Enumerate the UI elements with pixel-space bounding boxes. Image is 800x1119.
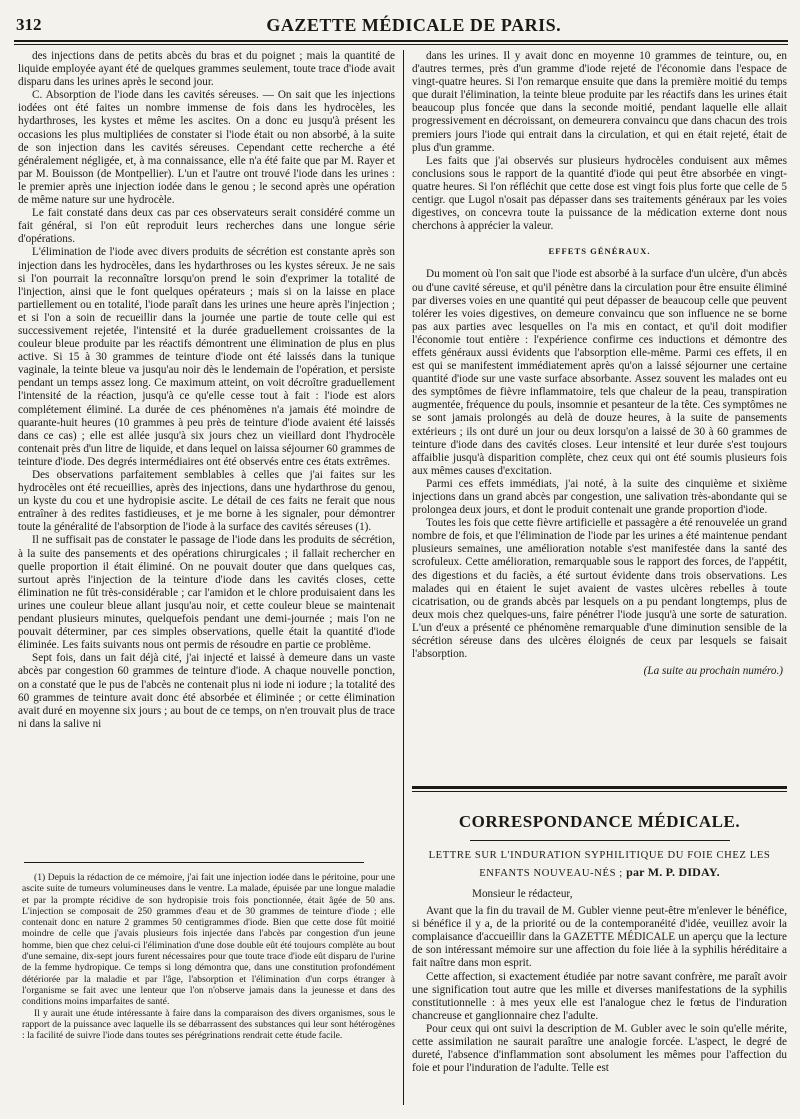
header-rule-thin	[14, 44, 788, 45]
footnote-paragraph: Il y aurait une étude intéressante à faire dans la comparaison des divers organismes, sous le rapport de la puissance avec laquelle ils se débarrassent des substances qui leur sont hétérogènes : la facilité de suivre l'iode dans toutes ses pérégrinations rendrait cette étude facile.	[22, 1007, 395, 1042]
heading-rule	[470, 840, 730, 841]
paragraph: Avant que la fin du travail de M. Gubler vienne peut-être m'enlever le bénéfice, si bénéfice il y a, de la priorité ou de la contemporanéité d'idée, veuillez avoir la complaisance d'accueillir dans la GAZETTE MÉDICALE un aperçu que la lecture de son intéressant mémoire sur une affection du foie liée à la syphilis héréditaire a fait naître dans mon esprit.	[412, 905, 787, 970]
paragraph: Du moment où l'on sait que l'iode est absorbé à la surface d'un ulcère, d'un abcès ou d'une cavité séreuse, et qu'il pénètre dans la circulation pour être ensuite éliminé par diverses voies en une quantité qui peut dépasser de beaucoup celle que peuvent tolérer les voies digestives, on demeure convaincu que son influence ne se borne pas aux parties avec lesquelles on l'a mis en contact, et qu'il doit modifier l'économie tout entière : l'expérience confirme ces inductions et démontre des effets généraux aussi évidents que l'absorption elle-même. Parmi ces effets, il en est qui se manifestent immédiatement après qu'on a laissé séjourner une certaine quantité d'iode sur une vaste surface absorbante. Assez souvent les malades ont eu des symptômes de fièvre inflammatoire, tels que chaleur de la peau, transpiration augmentée, fréquence du pouls, insomnie et pesanteur de la tête. Ces symptômes ne se sont jamais prolongés au delà de douze heures, à la suite de pansements extérieurs ; ils ont duré un jour ou deux lorsqu'on a laissé de 30 à 60 grammes de teinture d'iode dans des cavités closes. Leur intensité et leur durée s'est toujours affaiblie jusqu'à disparition complète, chez ceux qui ont été soumis plusieurs fois aux mêmes causes d'excitation.	[412, 268, 787, 477]
paragraph: C. Absorption de l'iode dans les cavités séreuses. — On sait que les injections iodées ont été faites un nombre immense de fois dans les hydrocèles, les hydarthroses, les kystes et même les ascites. On a donc eu jusqu'à présent les occasions les plus multipliées de constater si l'iode était ou non absorbé, à la suite de son injection dans les cavités séreuses. Cependant cette recherche a été généralement négligée, et, à ma connaissance, elle n'a été faite que par M. Rayer et par M. Bouisson (de Montpellier). L'un et l'autre ont trouvé l'iode dans les urines : le premier après une injection iodée dans le genou ; le second après une opération de même nature sur une hydrocèle.	[18, 89, 395, 207]
journal-title: GAZETTE MÉDICALE DE PARIS.	[266, 14, 562, 35]
paragraph: dans les urines. Il y avait donc en moyenne 10 grammes de teinture, ou, en d'autres termes, près d'un gramme d'iode rejeté de l'économie dans l'espace de vingt-quatre heures. Si l'on remarque ensuite que dans la première moitié du temps que durait l'élimination, la teinte bleue produite par les réactifs dans les urines était beaucoup plus foncée que dans la seconde moitié, pendant laquelle elle allait progressivement en décroissant, on demeurera convaincu que dans chacun des trois premiers jours l'iode qui entrait dans la circulation, et qui en était rejeté, était de plus d'un gramme.	[412, 50, 787, 154]
paragraph: des injections dans de petits abcès du bras et du poignet ; mais la quantité de liquide employée ayant été de quelques grammes seulement, toute trace d'iode avait disparu dans les urines après le second jour.	[18, 50, 395, 89]
paragraph: Il ne suffisait pas de constater le passage de l'iode dans les produits de sécrétion, à la suite des pansements et des opérations chirurgicales ; il fallait rechercher en quelle proportion il était éliminé. On ne pouvait douter que dans quelques cas, surtout après l'injection de la teinture d'iode dans les cavités closes, cette élimination ne fût très-considérable ; car l'amidon et le chlore produisaient dans les urines une couleur bleue allant jusqu'au noir, et cette couleur bleue se maintenait pendant plusieurs minutes, quelquefois pendant une demi-journée ; mais l'on ne pouvait déterminer, par ces simples observations, quelle était la quantité d'iode éliminée. Les faits suivants nous ont permis de résoudre en partie ce problème.	[18, 534, 395, 652]
paragraph: Des observations parfaitement semblables à celles que j'ai faites sur les hydrocèles ont été recueillies, après des injections, dans une hydarthrose du genou, un kyste du cou et une hydropisie ascite. Le détail de ces faits ne ferait que nous entraîner à des redites fastidieuses, et je me borne à les signaler, pour démontrer toute la généralité de l'absorption de l'iode à la surface des cavités séreuses (1).	[18, 469, 395, 534]
footnote-paragraph: (1) Depuis la rédaction de ce mémoire, j'ai fait une injection iodée dans le péritoine, pour une ascite suite de tumeurs volumineuses dans le ventre. La malade, épuisée par une longue maladie et par la prompte récidive de son hydropisie trois fois ponctionnée, était âgée de 50 ans. L'injection se composait de 250 grammes d'eau et de 30 grammes de teinture d'iode ; elle contenait donc en nature 2 grammes 50 centigrammes d'iode. Bien que cette dose fût moitié moindre de celle que j'avais plusieurs fois injectée dans l'abcès par congestion d'un jeune homme, bien que chez celui-ci l'élimination d'une dose double eût été toujours complète au bout d'une semaine, dix-sept jours furent nécessaires pour que toute trace d'iode eût disparu de l'urine de la femme hydropique. Ce temps si long démontra que, dans une constitution profondément détériorée par la maladie et par l'âge, l'absorption et l'élimination d'un corps étranger à l'organisme se fait avec une lenteur que l'on n'observe jamais dans la jeunesse et dans des conditions moins imparfaites de santé.	[22, 872, 395, 1008]
continuation-note: (La suite au prochain numéro.)	[643, 665, 783, 678]
letter-author: par M. P. DIDAY.	[626, 865, 720, 879]
letter-title: LETTRE SUR L'INDURATION SYPHILITIQUE DU FOIE CHEZ LES ENFANTS NOUVEAU-NÉS ;	[428, 850, 771, 879]
left-column	[18, 50, 395, 856]
paragraph: Sept fois, dans un fait déjà cité, j'ai injecté et laissé à demeure dans un vaste abcès par congestion 60 grammes de teinture d'iode. A chaque nouvelle ponction, on a constaté que le pus de l'abcès ne contenait plus ni iode ni iodure ; la totalité des 60 grammes de teinture avait donc été absorbée et éliminée ; or cette élimination avait duré en moyenne six jours ; au bout de ce temps, on n'en trouvait plus de trace ni dans la salive ni	[18, 652, 395, 730]
page-header	[16, 10, 786, 40]
right-column	[412, 50, 787, 770]
salutation: Monsieur le rédacteur,	[472, 888, 573, 900]
paragraph: Le fait constaté dans deux cas par ces observateurs serait considéré comme un fait général, si l'on eût reproduit leurs recherches dans une longue série d'opérations.	[18, 207, 395, 246]
column-divider	[403, 50, 404, 1105]
paragraph: L'élimination de l'iode avec divers produits de sécrétion est constante après son injection dans les hydrocèles, dans les hydarthroses ou les kystes séreux. Je ne sais si l'on pourrait la reconnaître lorsqu'on prend le soin d'exprimer la totalité de l'injection, ainsi que le font quelques opérateurs ; mais si on la laisse en place partiellement ou en totalité, l'iode paraît dans les urines une heure après l'injection ; et si l'on a soin de recueillir dans la journée une partie de toute celle qui est successivement rejetée, l'intensité et la durée graduellement croissantes de la couleur bleue produite par les réactifs démontrent une élimination de plus en plus active. Si 15 à 30 grammes de teinture d'iode ont été laissés dans la tunique vaginale, la teinte bleue va jusqu'au noir dès le lendemain de l'opération, et persiste pendant un temps assez long. Ce maximum atteint, on voit décroître graduellement l'intensité de la réaction, jusqu'à ce qu'elle cesse tout à fait : l'iode est alors complétement éliminé. La durée de ces phénomènes n'a jamais été moindre de quarante-huit heures (10 grammes à peu près de teinture d'iode avaient été laissés dans ce cas) ; elle est allée jusqu'à six jours chez un vieillard dont l'hydrocèle contenait près d'un litre de liquide, et dans lequel on laissa séjourner 60 grammes de teinture d'iode. Des degrés intermédiaires ont été observés entre ces états extrêmes.	[18, 246, 395, 468]
section-heading: EFFETS GÉNÉRAUX.	[548, 246, 651, 257]
paragraph: Cette affection, si exactement étudiée par notre savant confrère, me paraît avoir une signification tout autre que les mille et diverses manifestations de la syphilis constitutionnelle : à mes yeux elle est l'analogue chez le fœtus de l'induration chancreuse et ganglionnaire chez l'adulte.	[412, 970, 787, 1022]
paragraph: Pour ceux qui ont suivi la description de M. Gubler avec le soin qu'elle mérite, cette assimilation ne saurait paraître une analogie forcée. L'aspect, le degré de dureté, l'absence d'inflammation sont absolument les mêmes pour l'affection du foie et pour l'induration de l'adulte. Telle est	[412, 1022, 787, 1075]
correspondance-heading: CORRESPONDANCE MÉDICALE.	[458, 812, 741, 831]
section-separator-thin	[412, 791, 787, 792]
letter-title-block	[412, 848, 787, 882]
footnote-rule	[24, 862, 364, 863]
paragraph: Toutes les fois que cette fièvre artificielle et passagère a été renouvelée un grand nombre de fois, et que l'élimination de l'iode par les urines a été maintenue pendant plusieurs semaines, une amélioration notable s'est manifestée dans la santé des scrofuleux. Cette amélioration, remarquable sous le rapport des forces, de l'appétit, des digestions et du faciès, a été surtout évidente dans trois observations. Les malades qui en étaient le sujet avaient de vastes ulcères rebelles à toute cicatrisation, ou de grands abcès par lesquels on a pu pendant longtemps, plus de deux mois chez quelques-uns, faire pénétrer l'iode jusqu'à une sorte de saturation. L'un d'eux a présenté ce phénomène remarquable d'une diminution sensible de la sécrétion séreuse dans des ulcères éloignés de ceux par lesquels se faisait l'absorption.	[412, 517, 787, 661]
paragraph: Les faits que j'ai observés sur plusieurs hydrocèles conduisent aux mêmes conclusions sous le rapport de la quantité d'iode qui peut être absorbée en vingt-quatre heures. Si l'on réfléchit que cette dose est vingt fois plus forte que celle de 5 centigr. que Lugol n'osait pas dépasser dans ses traitements généraux par les voies digestives, on concevra toute la puissance de la médication externe dont nous cherchons à apprécier la valeur.	[412, 154, 787, 233]
header-rule	[14, 40, 788, 42]
page-number: 312	[16, 15, 42, 34]
letter-article	[412, 848, 787, 1110]
paragraph: Parmi ces effets immédiats, j'ai noté, à la suite des cinquième et sixième injections dans un grand abcès par congestion, une salivation très-abondante qui se prolongea deux jours, et dont le produit contenait une grande proportion d'iode.	[412, 477, 787, 517]
footnote	[22, 872, 395, 1107]
section-separator	[412, 786, 787, 789]
